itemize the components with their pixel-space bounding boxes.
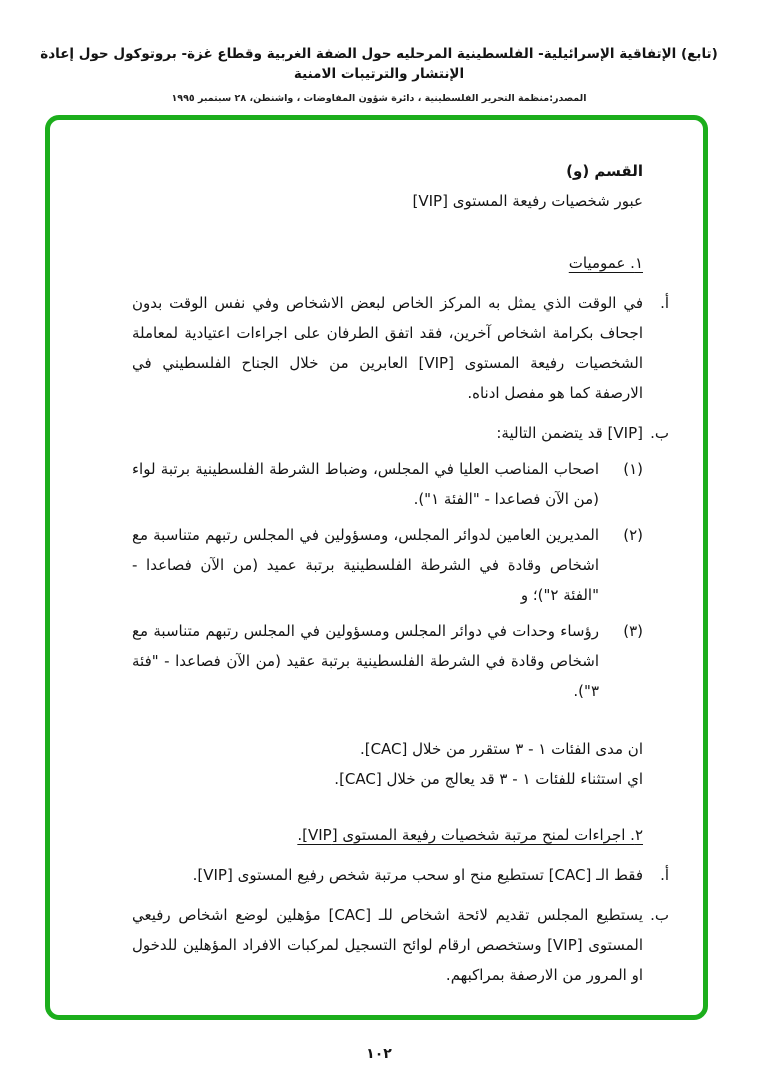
list-item-a: [132, 288, 669, 408]
sub-list-item-text: رؤساء وحدات في دوائر المجلس ومسؤولين في المجلس رتبهم متناسبة مع اشخاص وقادة في الشرطة الفلسطينية برتبة عقيد (من الآن فصاعدا - "فئة ٣").: [132, 622, 599, 700]
list-item-text: فقط الـ [CAC] تستطيع منح او سحب مرتبة شخص رفيع المستوى [VIP].: [192, 866, 643, 884]
part2-heading: ٢. اجراءات لمنح مرتبة شخصيات رفيعة المستوى [VIP].: [297, 826, 643, 844]
note-line: ان مدى الفئات ١ - ٣ ستقرر من خلال [CAC].: [359, 740, 643, 758]
page-header: [20, 44, 738, 104]
sub-list-item-label: (٢): [623, 526, 643, 544]
list-item-b2: [132, 900, 669, 990]
document-source-line: المصدر:منظمة التحرير الفلسطينية ، دائرة شؤون المفاوضات ، واشنطن، ٢٨ سبتمبر ١٩٩٥: [171, 93, 587, 104]
sub-list-item-3: [132, 616, 643, 706]
list-item-label: أ.: [660, 866, 669, 884]
sub-list-item-text: اصحاب المناصب العليا في المجلس، وضباط الشرطة الفلسطينية برتبة لواء (من الآن فصاعدا - "الفئة ١").: [132, 460, 599, 508]
sub-list-item-label: (١): [623, 460, 643, 478]
list-item-label: ب.: [650, 906, 669, 924]
document-body: [50, 120, 703, 990]
notes-block: [132, 734, 643, 794]
sub-list-item-1: [132, 454, 643, 514]
part1-heading: ١. عموميات: [568, 254, 643, 272]
list-item-text: يستطيع المجلس تقديم لائحة اشخاص للـ [CAC] مؤهلين لوضع اشخاص رفيعي المستوى [VIP] وستخصص ارقام لوائح التسجيل لمركبات الافراد المؤهلين للدخول او المرور من الارصفة بمراكبهم.: [132, 906, 644, 984]
list-item-text: [VIP] قد يتضمن التالية:: [496, 424, 643, 442]
page-number: ١٠٢: [366, 1046, 392, 1062]
list-item-b: [132, 418, 669, 448]
list-item-label: أ.: [660, 294, 669, 312]
section-subtitle: عبور شخصيات رفيعة المستوى [VIP]: [412, 192, 643, 210]
section-heading: القسم (و): [566, 162, 643, 180]
document-title: (تابع) الإتفاقية الإسرائيلية- الفلسطينية المرحليه حول الضفة الغربية وقطاع غزة- بروتوكول حول إعادة الإنتشار والترتيبات الامنية: [40, 46, 718, 82]
list-item-label: ب.: [650, 424, 669, 442]
sub-list-item-label: (٣): [623, 622, 643, 640]
sub-list-item-2: [132, 520, 643, 610]
note-line: اي استثناء للفئات ١ - ٣ قد يعالج من خلال [CAC].: [334, 770, 643, 788]
list-item-text: في الوقت الذي يمثل به المركز الخاص لبعض الاشخاص وفي نفس الوقت بدون اجحاف بكرامة اشخاص آخرين، فقد اتفق الطرفان على اجراءات اعتيادية لمعاملة الشخصيات رفيعة المستوى [VIP] العابرين من خلال الجناح الفلسطيني في الارصفة كما هو مفصل ادناه.: [132, 294, 643, 402]
list-item-a2: [132, 860, 669, 890]
green-border-frame: [45, 115, 708, 1020]
sub-list-item-text: المديرين العامين لدوائر المجلس، ومسؤولين في المجلس رتبهم متناسبة مع اشخاص وقادة في الشرطة الفلسطينية برتبة عميد (من الآن فصاعدا - "الفئة ٢")؛ و: [132, 526, 599, 604]
